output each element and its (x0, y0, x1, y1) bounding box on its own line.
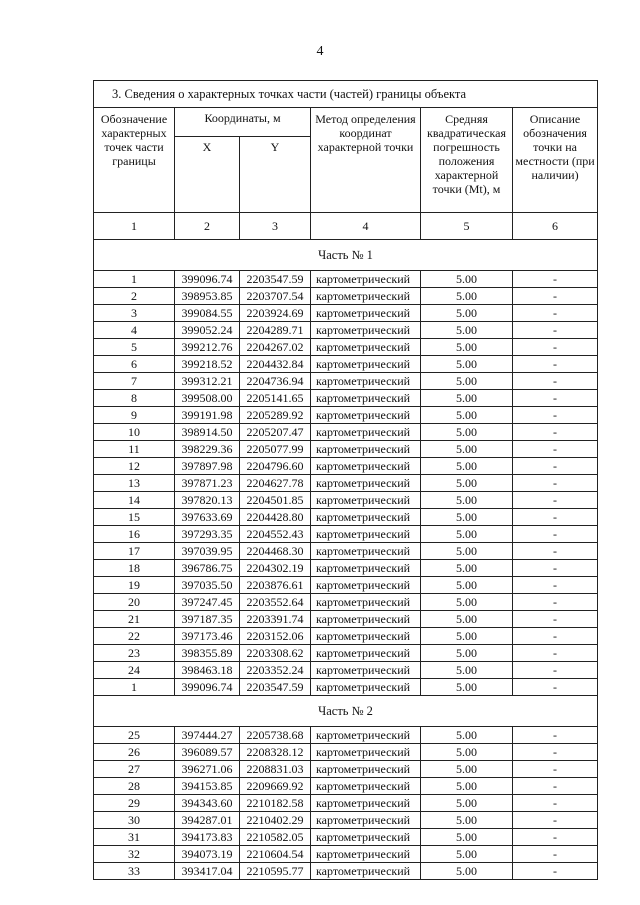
x-coordinate-cell: 399508.00 (175, 390, 240, 407)
point-number-cell: 23 (94, 645, 175, 662)
error-cell: 5.00 (421, 271, 513, 288)
description-cell: - (513, 492, 598, 509)
x-coordinate-cell: 398229.36 (175, 441, 240, 458)
x-coordinate-cell: 398953.85 (175, 288, 240, 305)
table-row (94, 628, 598, 645)
table-row (94, 645, 598, 662)
method-cell: картометрический (311, 458, 421, 475)
page-number: 4 (316, 44, 324, 59)
description-cell: - (513, 543, 598, 560)
error-cell: 5.00 (421, 492, 513, 509)
y-coordinate-cell: 2204428.80 (240, 509, 311, 526)
point-number-cell: 33 (94, 863, 175, 880)
description-cell: - (513, 594, 598, 611)
y-coordinate-cell: 2205141.65 (240, 390, 311, 407)
table-row (94, 543, 598, 560)
y-coordinate-cell: 2205289.92 (240, 407, 311, 424)
table-row (94, 829, 598, 846)
x-coordinate-cell: 396271.06 (175, 761, 240, 778)
description-cell: - (513, 662, 598, 679)
method-cell: картометрический (311, 829, 421, 846)
y-coordinate-cell: 2209669.92 (240, 778, 311, 795)
y-coordinate-cell: 2204468.30 (240, 543, 311, 560)
point-number-cell: 5 (94, 339, 175, 356)
method-cell: картометрический (311, 356, 421, 373)
x-coordinate-cell: 397173.46 (175, 628, 240, 645)
method-cell: картометрический (311, 526, 421, 543)
description-cell: - (513, 339, 598, 356)
method-cell: картометрический (311, 424, 421, 441)
error-cell: 5.00 (421, 628, 513, 645)
table-row (94, 812, 598, 829)
y-coordinate-cell: 2204289.71 (240, 322, 311, 339)
x-coordinate-cell: 399052.24 (175, 322, 240, 339)
table-row (94, 662, 598, 679)
error-cell: 5.00 (421, 356, 513, 373)
table-row (94, 679, 598, 696)
y-coordinate-cell: 2203547.59 (240, 271, 311, 288)
point-number-cell: 10 (94, 424, 175, 441)
header-error: Средняя квадратическая погрешность положения характерной точки (Mt), м (421, 108, 513, 213)
table-row (94, 441, 598, 458)
y-coordinate-cell: 2208328.12 (240, 744, 311, 761)
x-coordinate-cell: 397039.95 (175, 543, 240, 560)
description-cell: - (513, 863, 598, 880)
description-cell: - (513, 744, 598, 761)
y-coordinate-cell: 2204302.19 (240, 560, 311, 577)
x-coordinate-cell: 397897.98 (175, 458, 240, 475)
y-coordinate-cell: 2203924.69 (240, 305, 311, 322)
error-cell: 5.00 (421, 577, 513, 594)
point-number-cell: 18 (94, 560, 175, 577)
point-number-cell: 1 (94, 679, 175, 696)
table-row (94, 509, 598, 526)
method-cell: картометрический (311, 628, 421, 645)
x-coordinate-cell: 397035.50 (175, 577, 240, 594)
description-cell: - (513, 829, 598, 846)
error-cell: 5.00 (421, 846, 513, 863)
x-coordinate-cell: 394073.19 (175, 846, 240, 863)
x-coordinate-cell: 396089.57 (175, 744, 240, 761)
point-number-cell: 4 (94, 322, 175, 339)
table-row (94, 271, 598, 288)
x-coordinate-cell: 399096.74 (175, 271, 240, 288)
description-cell: - (513, 526, 598, 543)
error-cell: 5.00 (421, 543, 513, 560)
y-coordinate-cell: 2204627.78 (240, 475, 311, 492)
table-row (94, 390, 598, 407)
table-row (94, 577, 598, 594)
y-coordinate-cell: 2203876.61 (240, 577, 311, 594)
part-header-row (94, 240, 598, 271)
part-title: Часть № 2 (94, 696, 598, 727)
y-coordinate-cell: 2208831.03 (240, 761, 311, 778)
point-number-cell: 20 (94, 594, 175, 611)
error-cell: 5.00 (421, 305, 513, 322)
header-y: Y (240, 137, 311, 213)
method-cell: картометрический (311, 594, 421, 611)
table-row (94, 458, 598, 475)
point-number-cell: 16 (94, 526, 175, 543)
error-cell: 5.00 (421, 441, 513, 458)
method-cell: картометрический (311, 373, 421, 390)
error-cell: 5.00 (421, 560, 513, 577)
column-number: 3 (240, 213, 311, 240)
point-number-cell: 3 (94, 305, 175, 322)
table-row (94, 863, 598, 880)
x-coordinate-cell: 394287.01 (175, 812, 240, 829)
point-number-cell: 29 (94, 795, 175, 812)
section-title: 3. Сведения о характерных точках части (частей) границы объекта (94, 81, 598, 108)
x-coordinate-cell: 399084.55 (175, 305, 240, 322)
method-cell: картометрический (311, 407, 421, 424)
table-row (94, 305, 598, 322)
description-cell: - (513, 577, 598, 594)
method-cell: картометрический (311, 441, 421, 458)
method-cell: картометрический (311, 795, 421, 812)
point-number-cell: 13 (94, 475, 175, 492)
y-coordinate-cell: 2210582.05 (240, 829, 311, 846)
y-coordinate-cell: 2204736.94 (240, 373, 311, 390)
method-cell: картометрический (311, 509, 421, 526)
table-row (94, 373, 598, 390)
point-number-cell: 12 (94, 458, 175, 475)
table-row (94, 339, 598, 356)
error-cell: 5.00 (421, 509, 513, 526)
description-cell: - (513, 305, 598, 322)
y-coordinate-cell: 2203547.59 (240, 679, 311, 696)
y-coordinate-cell: 2210402.29 (240, 812, 311, 829)
y-coordinate-cell: 2203308.62 (240, 645, 311, 662)
y-coordinate-cell: 2210595.77 (240, 863, 311, 880)
method-cell: картометрический (311, 679, 421, 696)
method-cell: картометрический (311, 863, 421, 880)
method-cell: картометрический (311, 812, 421, 829)
table-row (94, 795, 598, 812)
point-number-cell: 14 (94, 492, 175, 509)
table-row (94, 611, 598, 628)
x-coordinate-cell: 398463.18 (175, 662, 240, 679)
x-coordinate-cell: 394153.85 (175, 778, 240, 795)
table-row (94, 288, 598, 305)
column-number: 1 (94, 213, 175, 240)
y-coordinate-cell: 2203552.64 (240, 594, 311, 611)
point-number-cell: 2 (94, 288, 175, 305)
y-coordinate-cell: 2205077.99 (240, 441, 311, 458)
error-cell: 5.00 (421, 611, 513, 628)
description-cell: - (513, 812, 598, 829)
error-cell: 5.00 (421, 744, 513, 761)
x-coordinate-cell: 396786.75 (175, 560, 240, 577)
method-cell: картометрический (311, 322, 421, 339)
error-cell: 5.00 (421, 390, 513, 407)
description-cell: - (513, 475, 598, 492)
table-row (94, 356, 598, 373)
x-coordinate-cell: 399191.98 (175, 407, 240, 424)
y-coordinate-cell: 2205207.47 (240, 424, 311, 441)
x-coordinate-cell: 397247.45 (175, 594, 240, 611)
x-coordinate-cell: 397444.27 (175, 727, 240, 744)
part-title: Часть № 1 (94, 240, 598, 271)
method-cell: картометрический (311, 390, 421, 407)
description-cell: - (513, 424, 598, 441)
y-coordinate-cell: 2204552.43 (240, 526, 311, 543)
description-cell: - (513, 628, 598, 645)
method-cell: картометрический (311, 339, 421, 356)
y-coordinate-cell: 2204267.02 (240, 339, 311, 356)
x-coordinate-cell: 397820.13 (175, 492, 240, 509)
table-row (94, 407, 598, 424)
method-cell: картометрический (311, 560, 421, 577)
header-x: X (175, 137, 240, 213)
table-row (94, 424, 598, 441)
table-row (94, 322, 598, 339)
column-number: 2 (175, 213, 240, 240)
x-coordinate-cell: 393417.04 (175, 863, 240, 880)
y-coordinate-cell: 2203152.06 (240, 628, 311, 645)
x-coordinate-cell: 399212.76 (175, 339, 240, 356)
error-cell: 5.00 (421, 526, 513, 543)
point-number-cell: 22 (94, 628, 175, 645)
point-number-cell: 27 (94, 761, 175, 778)
x-coordinate-cell: 399096.74 (175, 679, 240, 696)
point-number-cell: 31 (94, 829, 175, 846)
description-cell: - (513, 645, 598, 662)
error-cell: 5.00 (421, 829, 513, 846)
point-number-cell: 26 (94, 744, 175, 761)
error-cell: 5.00 (421, 812, 513, 829)
x-coordinate-cell: 394343.60 (175, 795, 240, 812)
error-cell: 5.00 (421, 424, 513, 441)
point-number-cell: 7 (94, 373, 175, 390)
y-coordinate-cell: 2204432.84 (240, 356, 311, 373)
y-coordinate-cell: 2203352.24 (240, 662, 311, 679)
error-cell: 5.00 (421, 863, 513, 880)
error-cell: 5.00 (421, 679, 513, 696)
column-number: 5 (421, 213, 513, 240)
point-number-cell: 25 (94, 727, 175, 744)
x-coordinate-cell: 397633.69 (175, 509, 240, 526)
y-coordinate-cell: 2210182.58 (240, 795, 311, 812)
method-cell: картометрический (311, 846, 421, 863)
x-coordinate-cell: 397871.23 (175, 475, 240, 492)
description-cell: - (513, 407, 598, 424)
description-cell: - (513, 288, 598, 305)
point-number-cell: 8 (94, 390, 175, 407)
error-cell: 5.00 (421, 778, 513, 795)
boundary-points-table (93, 80, 598, 880)
error-cell: 5.00 (421, 373, 513, 390)
method-cell: картометрический (311, 305, 421, 322)
error-cell: 5.00 (421, 322, 513, 339)
header-description: Описание обозначения точки на местности (при наличии) (513, 108, 598, 213)
table-row (94, 778, 598, 795)
y-coordinate-cell: 2204501.85 (240, 492, 311, 509)
description-cell: - (513, 778, 598, 795)
point-number-cell: 6 (94, 356, 175, 373)
description-cell: - (513, 560, 598, 577)
point-number-cell: 21 (94, 611, 175, 628)
table-row (94, 526, 598, 543)
point-number-cell: 32 (94, 846, 175, 863)
part-header-row (94, 696, 598, 727)
y-coordinate-cell: 2203391.74 (240, 611, 311, 628)
table-row (94, 727, 598, 744)
header-coordinates: Координаты, м (175, 108, 311, 137)
method-cell: картометрический (311, 662, 421, 679)
point-number-cell: 15 (94, 509, 175, 526)
error-cell: 5.00 (421, 458, 513, 475)
error-cell: 5.00 (421, 594, 513, 611)
y-coordinate-cell: 2205738.68 (240, 727, 311, 744)
method-cell: картометрический (311, 761, 421, 778)
error-cell: 5.00 (421, 795, 513, 812)
point-number-cell: 28 (94, 778, 175, 795)
header-method: Метод определения координат характерной точки (311, 108, 421, 213)
x-coordinate-cell: 399312.21 (175, 373, 240, 390)
table-row (94, 761, 598, 778)
method-cell: картометрический (311, 778, 421, 795)
y-coordinate-cell: 2210604.54 (240, 846, 311, 863)
point-number-cell: 17 (94, 543, 175, 560)
table-row (94, 846, 598, 863)
point-number-cell: 1 (94, 271, 175, 288)
description-cell: - (513, 679, 598, 696)
error-cell: 5.00 (421, 475, 513, 492)
point-number-cell: 24 (94, 662, 175, 679)
method-cell: картометрический (311, 271, 421, 288)
x-coordinate-cell: 398355.89 (175, 645, 240, 662)
description-cell: - (513, 795, 598, 812)
description-cell: - (513, 846, 598, 863)
error-cell: 5.00 (421, 645, 513, 662)
description-cell: - (513, 322, 598, 339)
method-cell: картометрический (311, 645, 421, 662)
y-coordinate-cell: 2203707.54 (240, 288, 311, 305)
x-coordinate-cell: 397293.35 (175, 526, 240, 543)
description-cell: - (513, 761, 598, 778)
method-cell: картометрический (311, 492, 421, 509)
error-cell: 5.00 (421, 288, 513, 305)
error-cell: 5.00 (421, 727, 513, 744)
table-row (94, 475, 598, 492)
description-cell: - (513, 441, 598, 458)
description-cell: - (513, 356, 598, 373)
y-coordinate-cell: 2204796.60 (240, 458, 311, 475)
header-designation: Обозначение характерных точек части границы (94, 108, 175, 213)
description-cell: - (513, 271, 598, 288)
table-row (94, 744, 598, 761)
error-cell: 5.00 (421, 662, 513, 679)
method-cell: картометрический (311, 744, 421, 761)
table-row (94, 594, 598, 611)
description-cell: - (513, 373, 598, 390)
method-cell: картометрический (311, 475, 421, 492)
column-number: 6 (513, 213, 598, 240)
x-coordinate-cell: 394173.83 (175, 829, 240, 846)
x-coordinate-cell: 398914.50 (175, 424, 240, 441)
table-row (94, 492, 598, 509)
description-cell: - (513, 727, 598, 744)
table-row (94, 560, 598, 577)
error-cell: 5.00 (421, 761, 513, 778)
description-cell: - (513, 611, 598, 628)
point-number-cell: 19 (94, 577, 175, 594)
method-cell: картометрический (311, 727, 421, 744)
description-cell: - (513, 458, 598, 475)
error-cell: 5.00 (421, 407, 513, 424)
column-number: 4 (311, 213, 421, 240)
point-number-cell: 11 (94, 441, 175, 458)
error-cell: 5.00 (421, 339, 513, 356)
description-cell: - (513, 509, 598, 526)
point-number-cell: 30 (94, 812, 175, 829)
method-cell: картометрический (311, 577, 421, 594)
method-cell: картометрический (311, 543, 421, 560)
x-coordinate-cell: 399218.52 (175, 356, 240, 373)
description-cell: - (513, 390, 598, 407)
point-number-cell: 9 (94, 407, 175, 424)
method-cell: картометрический (311, 288, 421, 305)
x-coordinate-cell: 397187.35 (175, 611, 240, 628)
method-cell: картометрический (311, 611, 421, 628)
